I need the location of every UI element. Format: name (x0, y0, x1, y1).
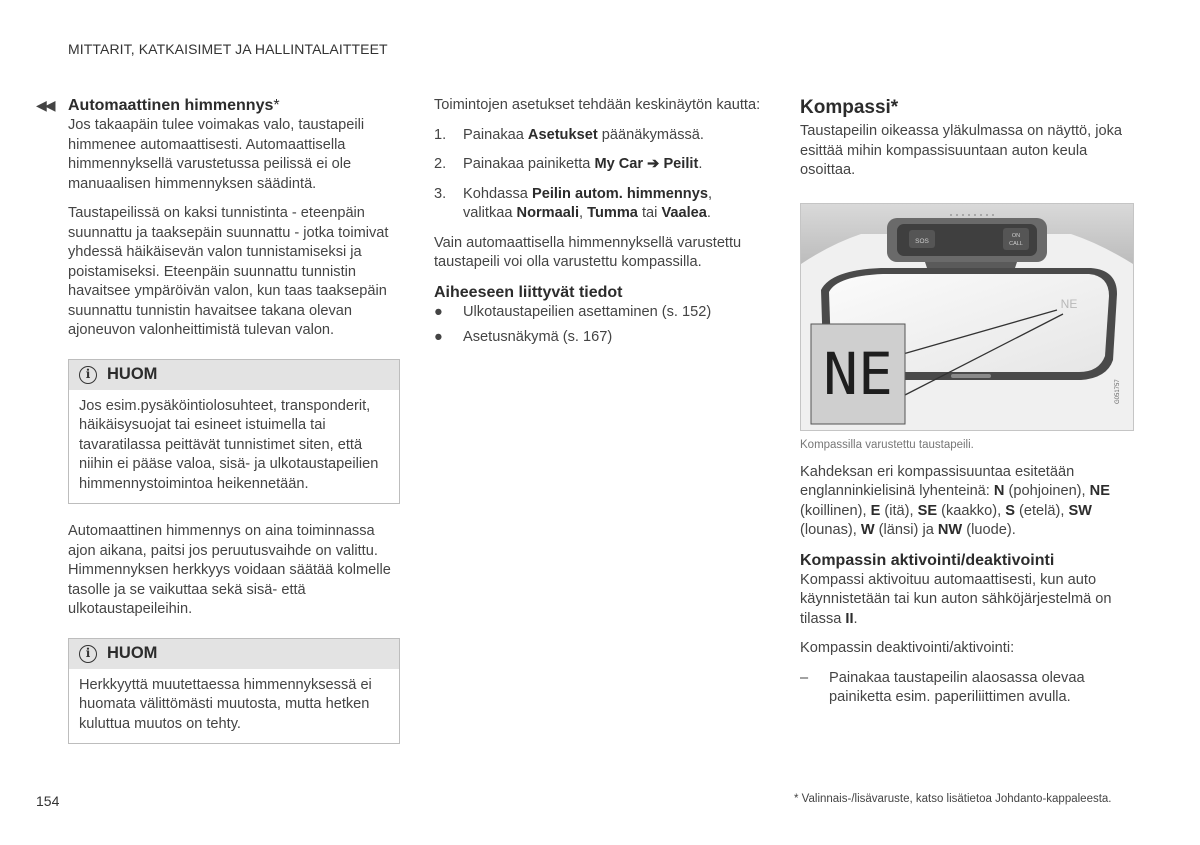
note-title: HUOM (107, 364, 158, 383)
section-heading-compass: Kompassi* (800, 97, 899, 118)
note-title: HUOM (107, 643, 158, 662)
page-number: 154 (36, 793, 60, 809)
paragraph: Kompassi aktivoituu automaattisesti, kun auto käynnistetään tai kun auton sähköjärjestelmä on tilassa II. (800, 571, 1112, 627)
section-heading-auto-dimming: Automaattinen himmennys* (68, 97, 280, 114)
zoomed-compass-reading: NE (823, 339, 893, 408)
mirror-figure (800, 203, 1134, 431)
note-body: Jos esim.pysäköintiolosuhteet, transponderit, häikäisysuojat tai esineet istuimella tai tavaratilassa peittävät tunnistimet siten, että niihin ei pääse valoa, sisä- ja ulkotaustapeilien himmennystoimintoa heikennetään. (79, 397, 379, 492)
list-item: 1. Painakaa Asetukset päänäkymässä. (434, 126, 704, 143)
deactivation-steps (800, 669, 1134, 708)
column-auto-dimming (68, 96, 400, 762)
figure-caption: Kompassilla varustettu taustapeili. (800, 438, 974, 451)
note-body: Herkkyyttä muutettaessa himmennyksessä ei huomata välittömästi muutosta, mutta hetken kuluttua muutos on tehty. (79, 676, 372, 732)
paragraph: Kompassin deaktivointi/aktivointi: (800, 640, 1015, 656)
dash-bullet: – (800, 669, 809, 686)
note-header (69, 639, 399, 669)
paragraph: Vain automaattisella himmennyksellä varustettu taustapeili voi olla varustettu kompassilla. (434, 234, 742, 270)
info-icon: i (79, 366, 97, 384)
column-compass (800, 96, 1134, 708)
paragraph: Automaattinen himmennys on aina toiminnassa ajon aikana, paitsi jos peruutusvaihde on valittu. Himmennyksen herkkyys voidaan säätää kolmelle tasolle ja se vaikuttaa sekä sisä- että ulkotaustapeileihin. (68, 523, 391, 617)
info-icon: i (79, 645, 97, 663)
note-box (68, 359, 400, 505)
paragraph: Taustapeilissä on kaksi tunnistinta - eteenpäin suunnattu ja taaksepäin suunnattu - jotka toimivat yhdessä häikäisevän valon tunnistamiseksi ja poistamiseksi. Eteenpäin suunnattu tunnistin havaitsee ympäröivän valon, kun taas taaksepäin suunnattu tunnistin havaitsee takana olevan ajoneuvon valonheittimistä tulevan valon. (68, 205, 389, 338)
related-link[interactable]: ● Ulkotaustapeilien asettaminen (s. 152) (434, 303, 764, 323)
paragraph: Taustapeilin oikeassa yläkulmassa on näyttö, joka esittää mihin kompassisuuntaan auton keula osoittaa. (800, 123, 1123, 178)
paragraph: Toimintojen asetukset tehdään keskinäytön kautta: (434, 97, 761, 113)
list-item: – Painakaa taustapeilin alaosassa olevaa painiketta esim. paperiliittimen avulla. (800, 669, 1134, 708)
mirror-compass-reading: NE (1060, 296, 1078, 311)
footnote: * Valinnais-/lisävaruste, katso lisätietoa Johdanto-kappaleesta. (794, 793, 1112, 805)
bullet-icon: ● (434, 329, 443, 345)
paragraph: Jos takaapäin tulee voimakas valo, taustapeili himmenee automaattisesti. Automaattisella himmennyksellä varustetussa peilissä ei ole manuaalisen himmennyksen säädintä. (68, 117, 365, 192)
column-settings (434, 96, 764, 354)
bullet-icon: ● (434, 303, 443, 320)
on-call-label: CALL (1009, 240, 1023, 247)
on-call-label: ON (1011, 232, 1021, 239)
related-list (434, 303, 764, 348)
related-link[interactable]: ● Asetusnäkymä (s. 167) (434, 328, 764, 348)
related-heading: Aiheeseen liittyvät tiedot (434, 283, 623, 301)
note-header (69, 360, 399, 390)
steps-list (434, 126, 764, 224)
paragraph-directions: Kahdeksan eri kompassisuuntaa esitetään englanninkielisinä lyhenteinä: N (pohjoinen), NE (koillinen), E (itä), SE (kaakko), S (etelä), SW (lounas), W (länsi) ja NW (luode). (800, 463, 1110, 538)
list-item: 2. Painakaa painiketta My Car ➔ Peilit. (434, 156, 703, 172)
running-head: MITTARIT, KATKAISIMET JA HALLINTALAITTEET (68, 41, 388, 57)
arrow-right-icon: ➔ (643, 156, 664, 172)
continued-marker-icon: ◀◀ (36, 97, 54, 113)
activation-heading: Kompassin aktivointi/deaktivointi (800, 551, 1055, 569)
note-box (68, 638, 400, 745)
sos-button-label: SOS (915, 237, 929, 245)
compass-mirror-illustration (801, 204, 1133, 430)
illustration-code: G051757 (1115, 378, 1121, 404)
list-item: 3. Kohdassa Peilin autom. himmennys, valitkaa Normaali, Tumma tai Vaalea. (434, 185, 713, 221)
